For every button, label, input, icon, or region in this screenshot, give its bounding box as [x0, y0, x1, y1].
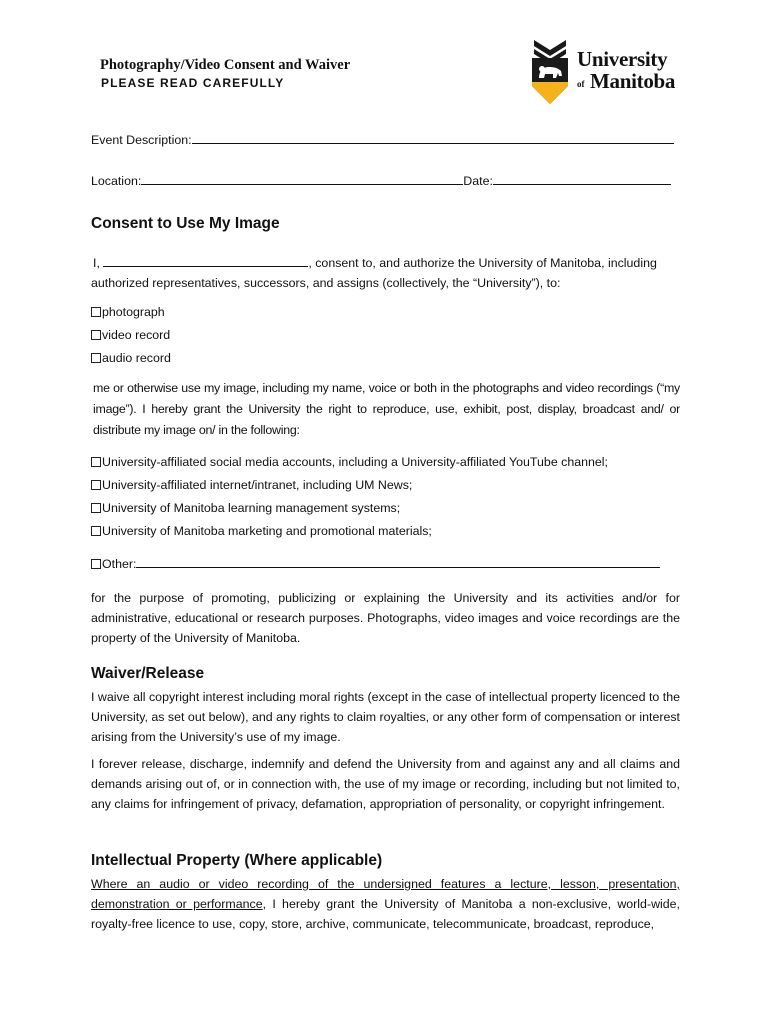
- logo-of-text: of: [577, 79, 585, 89]
- logo-manitoba-text: Manitoba: [590, 69, 676, 93]
- checkbox[interactable]: [91, 503, 101, 513]
- location-label: Location:: [91, 174, 142, 188]
- option-audio-record[interactable]: [91, 351, 171, 365]
- consent-intro-prefix: I,: [93, 256, 100, 270]
- consent-heading: Consent to Use My Image: [91, 215, 280, 232]
- ip-paragraph: [91, 874, 680, 934]
- consent-intro-line: [93, 254, 657, 270]
- event-description-label: Event Description:: [91, 133, 192, 147]
- channel-label: University-affiliated internet/intranet, including UM News;: [102, 478, 413, 492]
- bison-shield-icon: [530, 38, 570, 108]
- event-description-row: [91, 131, 674, 147]
- checkbox[interactable]: [91, 353, 101, 363]
- consent-intro-suffix: , consent to, and authorize the University of Manitoba, including: [308, 256, 657, 270]
- university-logo: [530, 38, 680, 110]
- channel-internet-intranet[interactable]: [91, 478, 412, 492]
- option-video-record[interactable]: [91, 328, 170, 342]
- channel-social-media[interactable]: [91, 455, 608, 469]
- form-subtitle: PLEASE READ CAREFULLY: [101, 76, 285, 90]
- option-label: video record: [102, 328, 171, 342]
- other-label: Other:: [102, 557, 137, 571]
- other-field[interactable]: [136, 555, 660, 568]
- option-photograph[interactable]: [91, 305, 165, 319]
- checkbox[interactable]: [91, 457, 101, 467]
- logo-university-text: University: [577, 47, 668, 71]
- waiver-paragraph-1: I waive all copyright interest including moral rights (except in the case of intellectual property licenced to the University, as set out below), and any rights to claim royalties, or any other form of compensation or interest arising from the University’s use of my image.: [91, 690, 680, 744]
- channel-marketing[interactable]: [91, 524, 432, 538]
- date-label: Date:: [463, 174, 493, 188]
- checkbox[interactable]: [91, 559, 101, 569]
- purpose-paragraph: for the purpose of promoting, publicizing or explaining the University and its activities and/or for administrative, educational or research purposes. Photographs, video images and voice recordings are the property of the University of Manitoba.: [91, 591, 680, 645]
- channel-label: University of Manitoba marketing and promotional materials;: [102, 524, 432, 538]
- checkbox[interactable]: [91, 480, 101, 490]
- checkbox[interactable]: [91, 330, 101, 340]
- waiver-heading: Waiver/Release: [91, 665, 205, 682]
- consent-intro-line2: authorized representatives, successors, and assigns (collectively, the “University”), to:: [91, 276, 561, 290]
- channel-label: University of Manitoba learning management systems;: [102, 501, 401, 515]
- option-label: audio record: [102, 351, 171, 365]
- participant-name-field[interactable]: [103, 254, 308, 267]
- location-date-row: [91, 172, 671, 188]
- channel-label: University-affiliated social media accounts, including a University-affiliated YouTube channel;: [102, 455, 608, 469]
- event-description-field[interactable]: [192, 131, 674, 144]
- date-field[interactable]: [493, 172, 671, 185]
- ip-heading: Intellectual Property (Where applicable): [91, 852, 383, 869]
- location-field[interactable]: [141, 172, 463, 185]
- ip-underlined-text: Where an audio or video recording of the undersigned features a lecture, lesson, presentation, demonstration or performance: [91, 877, 680, 911]
- form-title: Photography/Video Consent and Waiver: [100, 57, 351, 73]
- waiver-paragraph-2: I forever release, discharge, indemnify and defend the University from and against any and all claims and demands arising out of, or in connection with, the use of my image or recording, including but not limited to, any claims for infringement of privacy, defamation, appropriation of personality, or copyright infringement.: [91, 757, 680, 811]
- checkbox[interactable]: [91, 526, 101, 536]
- channel-other[interactable]: [91, 555, 660, 571]
- option-label: photograph: [102, 305, 165, 319]
- ip-rest-text: , I hereby grant the University of Manitoba a non-exclusive, world-wide, royalty-free licence to use, copy, store, archive, communicate, telecommunicate, broadcast, reproduce,: [91, 897, 680, 931]
- usage-paragraph: me or otherwise use my image, including my name, voice or both in the photographs and video recordings (“my image”). I hereby grant the University the right to reproduce, use, exhibit, post, display, broadcast and/ or distribute my image on/ in the following:: [93, 381, 680, 437]
- channel-learning-management[interactable]: [91, 501, 400, 515]
- checkbox[interactable]: [91, 307, 101, 317]
